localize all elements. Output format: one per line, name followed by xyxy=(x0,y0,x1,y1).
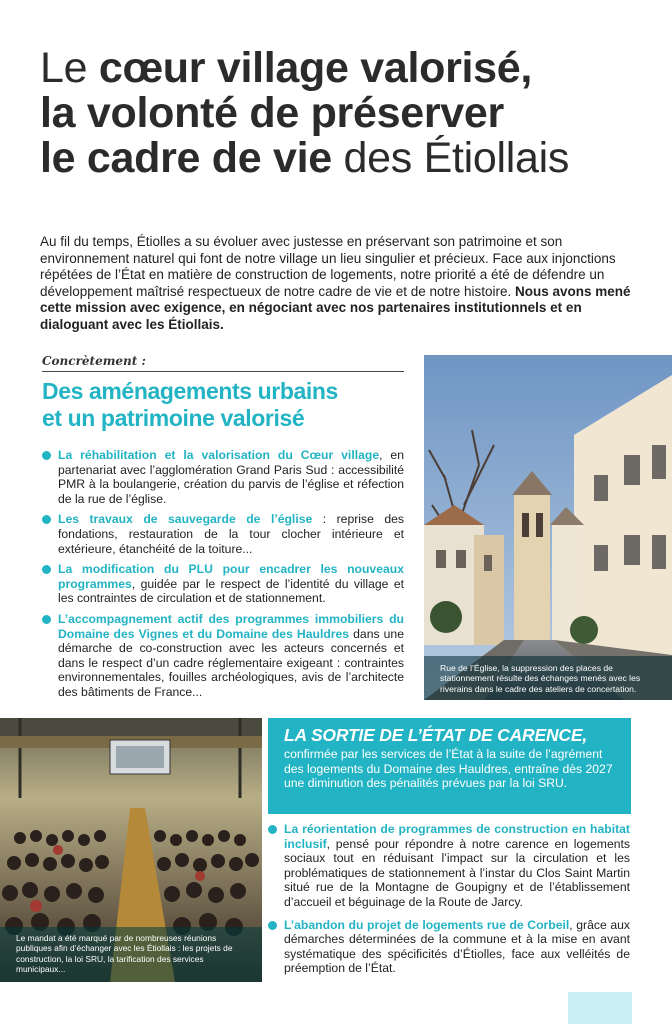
photo-caption: Rue de l’Église, la suppression des places de stationnement résulte des échanges menés avec les riverains dans le cadre des ateliers de concertation. xyxy=(424,656,672,700)
list-item xyxy=(42,448,404,506)
list-item xyxy=(42,612,404,700)
carence-title: LA SORTIE DE L’ÉTAT DE CARENCE, xyxy=(284,725,587,745)
item-text: : reprise des fondations, restauration de la tour clocher intérieure et extérieure, étanchéité de la toiture... xyxy=(58,512,404,556)
title-part-bold: le cadre de vie xyxy=(40,134,332,182)
section-heading-line-2: et un patrimoine valorisé xyxy=(42,405,305,431)
item-highlight: Les travaux de sauvegarde de l’église xyxy=(58,512,313,527)
item-text: dans une démarche de co-construction avec les acteurs concernés et dans le respect d’un cadre réglementaire exigeant : contraintes environnementales, fouilles archéologiques, avis de l’architecte des bâtiments de France... xyxy=(58,626,404,699)
list-item xyxy=(42,562,404,606)
item-text: , pensé pour répondre à notre carence en logements sociaux tout en réduisant l’impact sur la circulation et les problématiques de stationnement à l’instar du Clos Saint Martin situé rue de la Montagne de Goupigny et de l’établissement d’accueil et béguinage de la Route de Jarcy. xyxy=(284,836,630,909)
carence-highlight-box xyxy=(268,718,631,814)
section-kicker: Concrètement : xyxy=(42,354,146,368)
church-street-illustration xyxy=(424,355,672,700)
item-highlight: La réorientation de programmes de construction en habitat inclusif xyxy=(284,822,630,851)
page-title xyxy=(40,46,660,181)
item-highlight: L’accompagnement actif des programmes immobiliers du Domaine des Vignes et du Domaine des Hauldres xyxy=(58,611,404,641)
photo-caption: Le mandat a été marqué par de nombreuses réunions publiques afin d’échanger avec les Étiollais : les projets de construction, la loi SRU, la tarification des services municipaux... xyxy=(0,927,262,982)
list-item xyxy=(268,822,630,910)
page-corner-tab xyxy=(568,992,632,1024)
achievements-list xyxy=(42,448,404,706)
list-item xyxy=(268,918,630,976)
title-part: des Étiollais xyxy=(331,134,570,182)
intro-bold-text: Nous avons mené cette mission avec exigence, en négociant avec nos partenaires institutionnels et en dialoguant avec les Étiollais. xyxy=(40,283,631,332)
item-highlight: La réhabilitation et la valorisation du Cœur village xyxy=(58,448,380,462)
list-item xyxy=(42,512,404,556)
section-heading-line-1: Des aménagements urbains xyxy=(42,378,338,404)
housing-list xyxy=(268,822,630,984)
divider xyxy=(42,371,404,372)
item-text: , grâce aux démarches déterminées de la commune et à la mise en avant systématique des spécificités d’Étiolles, face aux velléités de préemption de l’État. xyxy=(284,917,630,976)
title-line-2: la volonté de préserver xyxy=(40,89,504,137)
public-meeting-photo xyxy=(0,718,262,982)
title-part: Le xyxy=(40,44,99,92)
item-text: , en partenariat avec l’agglomération Grand Paris Sud : accessibilité PMR à la boulangerie, création du parvis de l’église et réfection de la rue de l’église. xyxy=(58,448,404,506)
section-heading xyxy=(42,378,412,432)
intro-paragraph xyxy=(40,234,640,334)
title-part-bold: cœur village valorisé, xyxy=(98,44,533,92)
item-text: , guidée par le respect de l’identité du village et les contraintes de circulation et de stationnement. xyxy=(58,576,404,606)
item-highlight: La modification du PLU pour encadrer les nouveaux programmes xyxy=(58,562,404,591)
item-highlight: L’abandon du projet de logements rue de Corbeil xyxy=(284,917,570,932)
carence-body: confirmée par les services de l’État à la suite de l’agrément des logements du Domaine des Hauldres, entraîne dès 2027 une diminution des pénalités prévues par la loi SRU. xyxy=(284,747,613,791)
intro-text: Au fil du temps, Étiolles a su évoluer avec justesse en préservant son patrimoine et son environnement naturel qui font de notre village un lieu singulier et précieux. Face aux injonctions répétées de l’État en matière de construction de logements, notre priorité a été de défendre un développement maîtrisé respectueux de notre cadre de vie et de notre histoire. xyxy=(40,234,616,299)
church-street-photo xyxy=(424,355,672,700)
